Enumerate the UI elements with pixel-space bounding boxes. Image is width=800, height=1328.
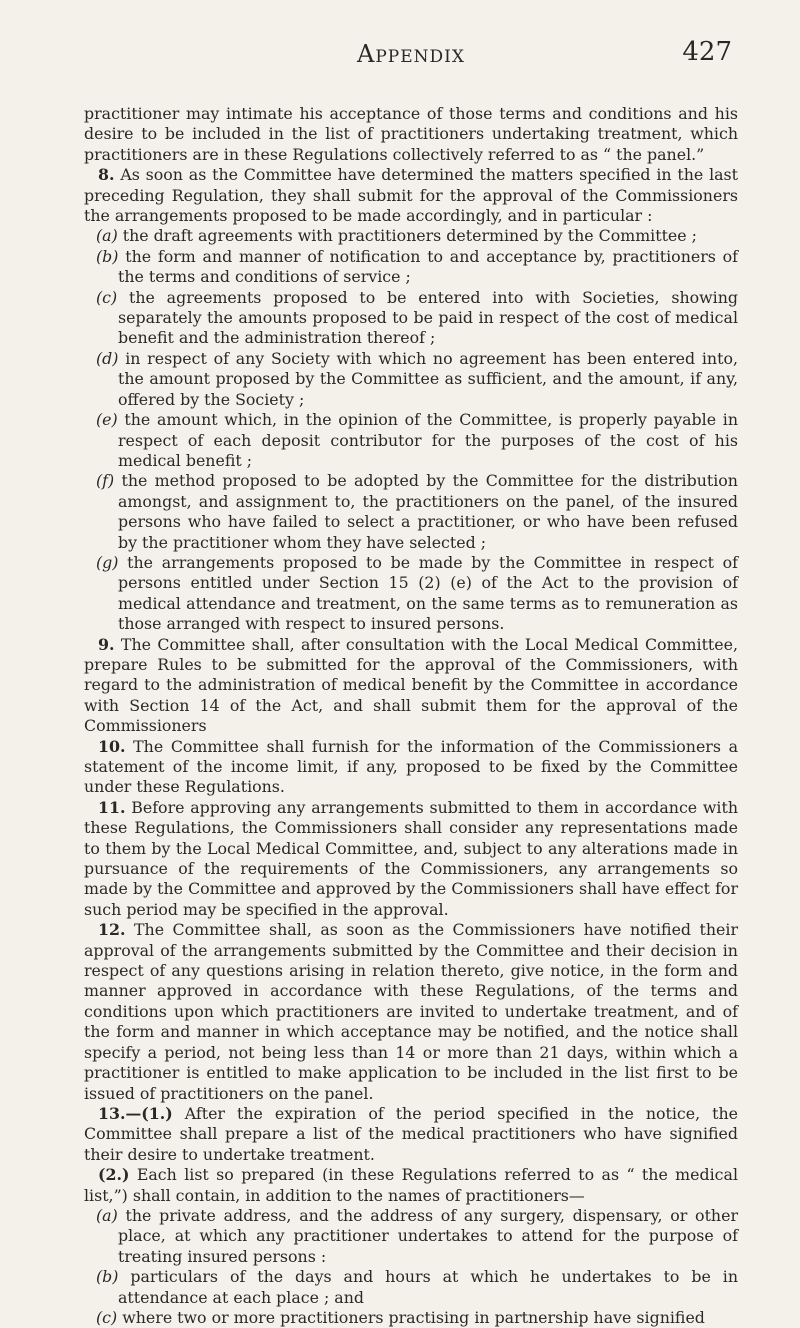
item-label: (f) xyxy=(96,471,115,491)
paragraph xyxy=(84,798,738,920)
text: Each list so prepared (in these Regulations referred to as “ the medical list,”) shall contain, in addition to the names of practitioners— xyxy=(84,1165,738,1205)
paragraph xyxy=(84,737,738,798)
paragraph xyxy=(84,165,738,226)
item-label: (c) xyxy=(96,1307,118,1327)
item-label: (g) xyxy=(96,552,119,572)
paragraph-number: 9. xyxy=(98,634,115,654)
text: As soon as the Committee have determined the matters specified in the last preceding Regulation, they shall submit for the approval of the Commissioners the arrangements proposed to be made accordingly, and in particular : xyxy=(84,165,738,226)
list-item xyxy=(84,410,738,471)
paragraph-number: 8. xyxy=(98,165,115,185)
paragraph-number: (2.) xyxy=(98,1165,130,1185)
text: The Committee shall, as soon as the Commissioners have notified their approval of the arrangements submitted by the Committee and their decision in respect of any questions arising in relation thereto, give notice, in the form and manner approved in accordance with these Regulations, of the terms and conditions upon which practitioners are invited to undertake treatment, and of the form and manner in which acceptance may be notified, and the notice shall specify a period, not being less than 14 or more than 21 days, within which a practitioner is entitled to make application to be included in the list first to be issued of practitioners on the panel. xyxy=(84,920,738,1103)
paragraph-number: 13.—(1.) xyxy=(98,1103,173,1123)
text: the draft agreements with practitioners determined by the Committee ; xyxy=(122,226,697,246)
text: practitioner may intimate his acceptance of those terms and conditions and his desire to be included in the list of practitioners undertaking treatment, which practitioners are in these Regulations collectively referred to as “ the panel.” xyxy=(84,104,738,164)
text: the amount which, in the opinion of the Committee, is properly payable in respect of each deposit contributor for the purposes of the cost of his medical benefit ; xyxy=(118,410,738,470)
running-title: Appendix xyxy=(357,40,465,68)
item-label: (a) xyxy=(96,226,118,246)
paragraph xyxy=(84,1165,738,1206)
text: particulars of the days and hours at which he undertakes to be in attendance at each place ; and xyxy=(118,1267,738,1307)
text: in respect of any Society with which no agreement has been entered into, the amount proposed by the Committee as sufficient, and the amount, if any, offered by the Society ; xyxy=(118,348,738,409)
item-label: (b) xyxy=(96,1267,119,1287)
list-item xyxy=(84,226,738,246)
text: the private address, and the address of any surgery, dispensary, or other place, at which any practitioner undertakes to attend for the purpose of treating insured persons : xyxy=(118,1205,738,1266)
paragraph-number: 11. xyxy=(98,797,126,817)
text: After the expiration of the period specified in the notice, the Committee shall prepare a list of the medical practitioners who have signified their desire to undertake treatment. xyxy=(84,1103,738,1164)
paragraph-number: 12. xyxy=(98,920,126,940)
item-label: (c) xyxy=(96,287,118,307)
text: The Committee shall furnish for the information of the Commissioners a statement of the income limit, if any, proposed to be fixed by the Committee under these Regulations. xyxy=(84,736,738,797)
list-item xyxy=(84,247,738,288)
item-label: (d) xyxy=(96,348,119,368)
list-item xyxy=(84,1308,738,1328)
text: the agreements proposed to be entered into with Societies, showing separately the amounts proposed to be paid in respect of the cost of medical benefit and the administration thereof ; xyxy=(118,287,738,348)
text: Before approving any arrangements submitted to them in accordance with these Regulations, the Commissioners shall consider any representations made to them by the Local Medical Committee, and, subject to any alterations made in pursuance of the requirements of the Commissioners, any arrangements so made by the Committee and approved by the Commissioners shall have effect for such period may be specified in the approval. xyxy=(84,797,738,919)
text: where two or more practitioners practising in partnership have signified xyxy=(122,1307,705,1327)
item-label: (a) xyxy=(96,1205,118,1225)
paragraph xyxy=(84,920,738,1104)
list-item xyxy=(84,471,738,553)
paragraph xyxy=(84,635,738,737)
paragraph xyxy=(84,1104,738,1165)
paragraph xyxy=(84,104,738,165)
body-text xyxy=(84,104,738,1328)
item-label: (e) xyxy=(96,410,118,430)
list-item xyxy=(84,1206,738,1267)
page-header xyxy=(84,37,738,76)
text: the method proposed to be adopted by the Committee for the distribution amongst, and assignment to, the practitioners on the panel, of the insured persons who have failed to select a practitioner, or who have been refused by the practitioner whom they have selected ; xyxy=(118,471,738,552)
list-item xyxy=(84,553,738,635)
page-number: 427 xyxy=(682,37,732,67)
text: The Committee shall, after consultation with the Local Medical Committee, prepare Rules to be submitted for the approval of the Commissioners, with regard to the administration of medical benefit by the Committee in accordance with Section 14 of the Act, and shall submit them for the approval of the Commissioners xyxy=(84,634,738,736)
list-item xyxy=(84,1267,738,1308)
paragraph-number: 10. xyxy=(98,736,126,756)
item-label: (b) xyxy=(96,246,119,266)
list-item xyxy=(84,288,738,349)
text: the form and manner of notification to and acceptance by, practitioners of the terms and conditions of service ; xyxy=(118,246,738,287)
text: the arrangements proposed to be made by the Committee in respect of persons entitled under Section 15 (2) (e) of the Act to the provision of medical attendance and treatment, on the same terms as to remuneration as those arranged with respect to insured persons. xyxy=(118,552,738,634)
list-item xyxy=(84,349,738,410)
